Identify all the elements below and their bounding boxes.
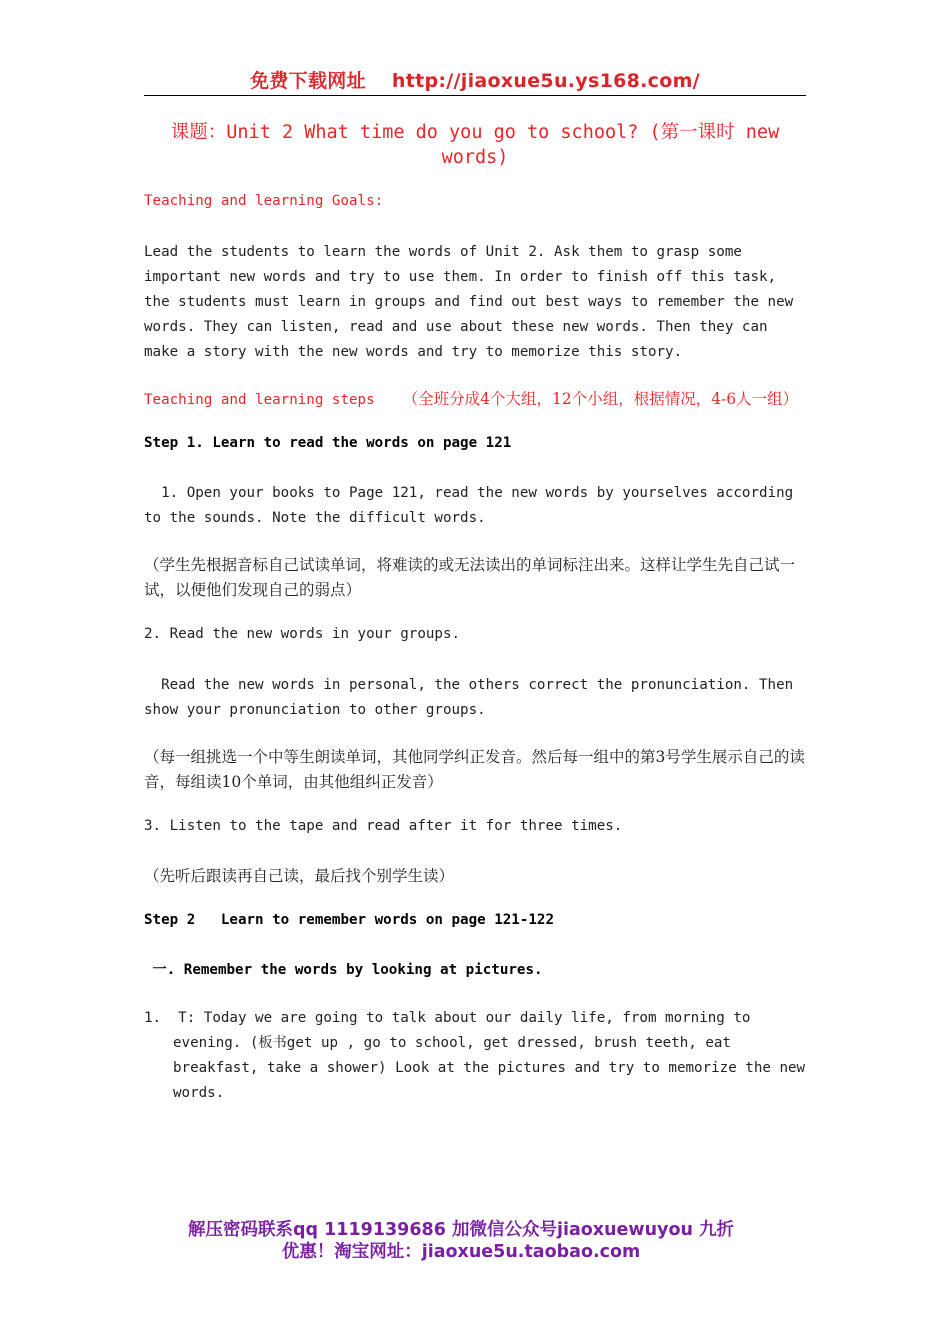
steps-heading-note: （全班分成4个大组，12个小组，根据情况，4-6人一组） xyxy=(402,390,799,408)
step1-note2: （每一组挑选一个中等生朗读单词，其他同学纠正发音。然后每一组中的第3号学生展示自己的读音，每组读10个单词，由其他组纠正发音） xyxy=(144,748,805,791)
header-divider xyxy=(144,95,806,96)
step1-item1: 1. Open your books to Page 121, read the new words by yourselves according to the sounds. Note the difficult words. xyxy=(144,485,802,526)
step1-note3: （先听后跟读再自己读，最后找个别学生读） xyxy=(144,867,455,885)
step1-note1: （学生先根据音标自己试读单词，将难读的或无法读出的单词标注出来。这样让学生先自己试一试，以便他们发现自己的弱点） xyxy=(144,556,796,599)
step2-heading: Step 2 Learn to remember words on page 121-122 xyxy=(144,912,554,928)
goals-body: Lead the students to learn the words of Unit 2. Ask them to grasp some important new words and try to use them. In order to finish off this task, the students must learn in groups and find out best ways to remember the new words. They can listen, read and use about these new words. Then they can make a story with the new words and try to memorize this story. xyxy=(144,244,794,360)
header-url-link[interactable]: http://jiaoxue5u.ys168.com/ xyxy=(391,70,700,92)
step1-item3: 3. Listen to the tape and read after it for three times. xyxy=(144,818,623,834)
header-label: 免费下载网址 xyxy=(250,70,366,92)
steps-heading xyxy=(144,387,808,412)
lesson-title: 课题：Unit 2 What time do you go to school? (第一课时 new words) xyxy=(170,122,780,168)
step2-sub1: 一. Remember the words by looking at pictures. xyxy=(144,962,543,978)
goals-heading: Teaching and learning Goals: xyxy=(144,193,384,209)
step1-item2: 2. Read the new words in your groups. xyxy=(144,626,461,642)
footer-line1: 解压密码联系qq 1119139686 加微信公众号jiaoxuewuyou 九折 xyxy=(187,1220,735,1240)
step1-item2-detail: Read the new words in personal, the others correct the pronunciation. Then show your pronunciation to other groups. xyxy=(144,677,802,718)
footer-line2: 优惠！淘宝网址：jiaoxue5u.taobao.com xyxy=(281,1242,641,1262)
page-footer xyxy=(130,1219,792,1263)
page-header xyxy=(144,66,806,93)
step1-heading: Step 1. Learn to read the words on page 121 xyxy=(144,435,512,451)
steps-heading-label: Teaching and learning steps xyxy=(144,392,375,408)
step2-item1: 1. T: Today we are going to talk about our daily life, from morning to evening. (板书get up , go to school, get dressed, brush teeth, eat breakfast, take a shower) Look at the pictures and try to memorize the new words. xyxy=(144,1010,814,1101)
